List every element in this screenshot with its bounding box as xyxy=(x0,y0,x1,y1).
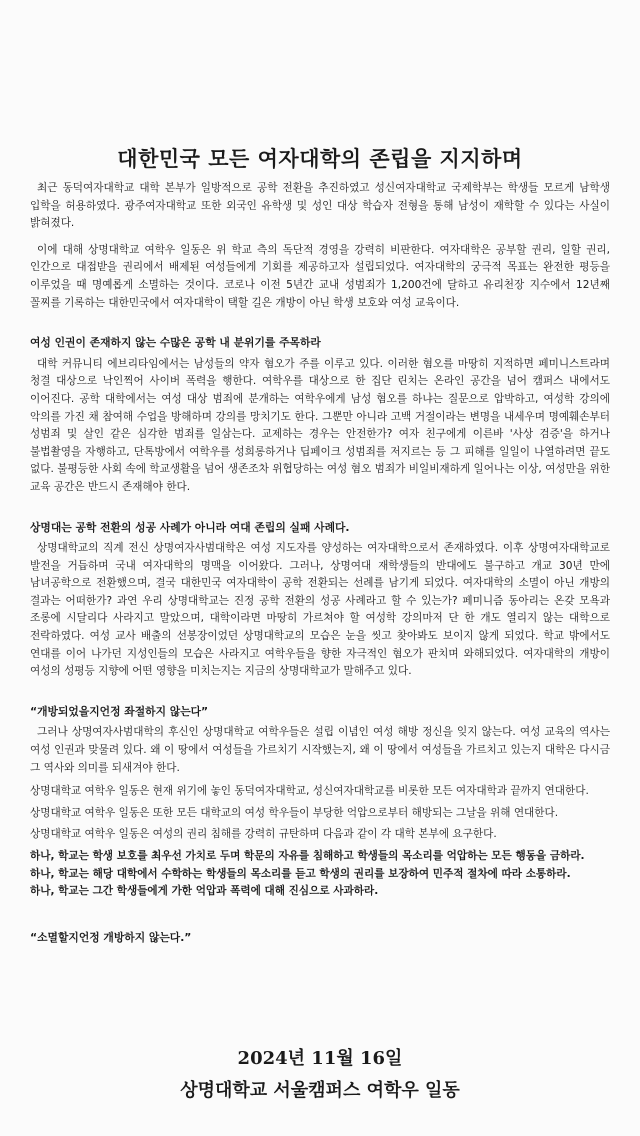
demand-item-1: 하나, 학교는 학생 보호를 최우선 가치로 두며 학문의 자유를 침해하고 학생들의 목소리를 억압하는 모든 행동을 금하라. xyxy=(30,850,585,862)
document-body xyxy=(30,180,610,946)
document-title: 대한민국 모든 여자대학의 존립을 지지하며 xyxy=(117,146,523,171)
document-date: 2024년 11월 16일 xyxy=(237,1048,403,1069)
solidarity-statement-2: 상명대학교 여학우 일동은 또한 모든 대학교의 여성 학우들이 부당한 억압으로부터 해방되는 그날을 위해 연대한다. xyxy=(30,806,559,819)
section-3-heading: “개방되었을지언정 좌절하지 않는다” xyxy=(30,704,209,718)
closing-slogan: “소멸할지언정 개방하지 않는다.” xyxy=(30,930,192,944)
section-1-body: 대학 커뮤니티 에브리타임에서는 남성들의 약자 혐오가 주를 이루고 있다. 이러한 혐오를 마땅히 지적하면 페미니스트라며 청결 대상으로 낙인찍어 사이버 폭력을 행한다. 여학우를 대상으로 한 집단 린치는 온라인 공간을 넘어 캠퍼스 내에서도 이어진다. 공학 대학에서는 여성 대상 범죄에 분개하는 여학우에게 남성 혐오를 하냐는 질문으로 압박하고, 여성학 강의에 악의를 가진 채 참여해 수업을 방해하며 강의를 망치기도 한다. 그뿐만 아니라 고백 거절이라는 변명을 내세우며 명예훼손부터 성범죄 및 살인 같은 심각한 범죄를 일삼는다. 교제하는 경우는 안전한가? 여자 친구에게 이른바 '사상 검증'을 하거나 불법촬영을 자행하고, 단톡방에서 여학우를 성희롱하거나 딥페이크 성범죄를 저지르는 등 그 피해를 일일이 나열하려면 끝도 없다. 불평등한 사회 속에 학교생활을 넘어 생존조차 위협당하는 여성 혐오 범죄가 비일비재하게 일어나는 이상, 여성만을 위한 교육 공간은 반드시 존재해야 한다. xyxy=(30,357,610,493)
intro-paragraph-1: 최근 동덕여자대학교 대학 본부가 일방적으로 공학 전환을 추진하였고 성신여자대학교 국제학부는 학생들 모르게 남학생 입학을 허용하였다. 광주여자대학교 또한 외국인 유학생 및 성인 대상 학습자 전형을 통해 남성이 재학할 수 있다는 사실이 밝혀졌다. xyxy=(30,182,610,230)
section-2-body: 상명대학교의 직계 전신 상명여자사범대학은 여성 지도자를 양성하는 여자대학으로서 존재하였다. 이후 상명여자대학교로 발전을 거듭하며 국내 여자대학의 명맥을 이어왔다. 그러나, 상명여대 재학생들의 반대에도 불구하고 개교 30년 만에 남녀공학으로 전환했으며, 결국 대한민국 여자대학이 공학 전환되는 선례를 남기게 되었다. 여자대학의 소멸이 아닌 개방의 결과는 어떠한가? 과연 우리 상명대학교는 진정 공학 전환의 성공 사례라고 할 수 있는가? 페미니즘 동아리는 온갖 모욕과 조롱에 시달리다 사라지고 말았으며, 대학이라면 마땅히 가르쳐야 할 여성학 강의마저 단 한 개도 열리지 않는 대학으로 전락하였다. 여성 교사 배출의 선봉장이었던 상명대학교의 모습은 눈을 씻고 찾아봐도 보이지 않게 되었다. 학교 밖에서도 연대를 이어 나가던 지성인들의 모습은 사라지고 여학우들을 향한 자극적인 혐오가 판치며 와해되었다. 여자대학의 개방이 여성의 성평등 지향에 어떤 영향을 미치는지는 지금의 상명대학교가 말해주고 있다. xyxy=(30,542,610,678)
intro-paragraph-2: 이에 대해 상명대학교 여학우 일동은 위 학교 측의 독단적 경영을 강력히 비판한다. 여자대학은 공부할 권리, 일할 권리, 인간으로 대접받을 권리에서 배제된 여성들에게 기회를 제공하고자 설립되었다. 여자대학의 궁극적 목표는 완전한 평등을 이루었을 때 명예롭게 소멸하는 것이다. 코로나 이전 5년간 교내 성범죄가 1,200건에 달하고 유리천장 지수에서 12년째 꼴찌를 기록하는 대한민국에서 여자대학이 택할 길은 개방이 아닌 학생 보호와 여성 교육이다. xyxy=(30,243,610,309)
demand-item-2: 하나, 학교는 해당 대학에서 수학하는 학생들의 목소리를 듣고 학생의 권리를 보장하여 민주적 절차에 따라 소통하라. xyxy=(30,867,571,880)
solidarity-statement-1: 상명대학교 여학우 일동은 현재 위기에 놓인 동덕여자대학교, 성신여자대학교를 비롯한 모든 여자대학과 끝까지 연대한다. xyxy=(30,785,589,798)
section-1-heading: 여성 인권이 존재하지 않는 수많은 공학 내 분위기를 주목하라 xyxy=(30,336,321,350)
document-signature: 상명대학교 서울캠퍼스 여학우 일동 xyxy=(180,1080,460,1101)
section-2-heading: 상명대는 공학 전환의 성공 사례가 아니라 여대 존립의 실패 사례다. xyxy=(30,520,350,534)
solidarity-statement-3: 상명대학교 여학우 일동은 여성의 권리 침해를 강력히 규탄하며 다음과 같이 각 대학 본부에 요구한다. xyxy=(30,828,497,841)
demand-item-3: 하나, 학교는 그간 학생들에게 가한 억압과 폭력에 대해 진심으로 사과하라. xyxy=(30,885,379,898)
section-3-body: 그러나 상명여자사범대학의 후신인 상명대학교 여학우들은 설립 이념인 여성 해방 정신을 잊지 않는다. 여성 교육의 역사는 여성 인권과 맞물려 있다. 왜 이 땅에서 여성들을 가르치기 시작했는지, 왜 이 땅에서 여성들을 가르치고 있는지 대학은 다시금 그 역사와 의미를 되새겨야 한다. xyxy=(30,726,610,774)
